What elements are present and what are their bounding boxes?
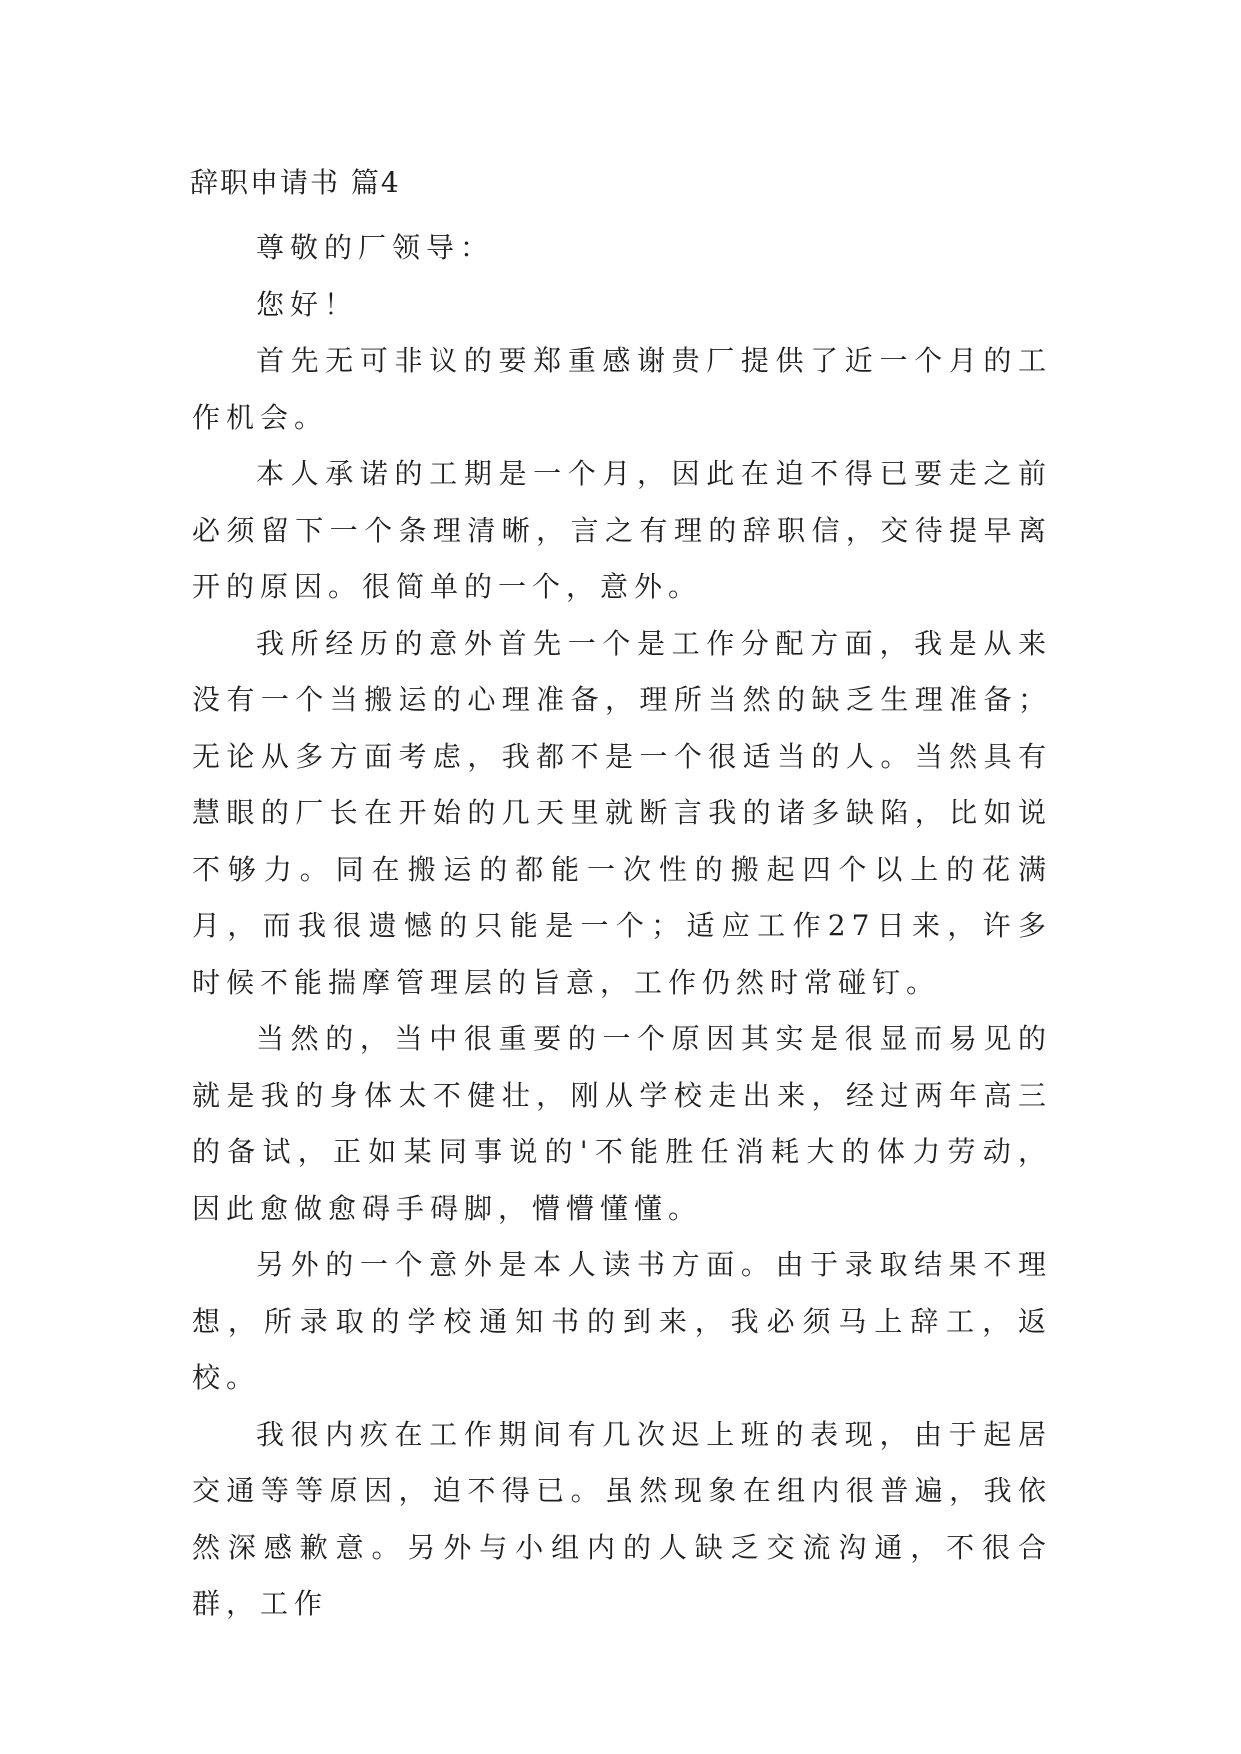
greeting: 您好！ [256, 287, 359, 321]
paragraph: 我很内疚在工作期间有几次迟上班的表现，由于起居交通等等原因，迫不得已。虽然现象在组内很普遍，我依然深感歉意。另外与小组内的人缺乏交流沟通，不很合群，工作 [192, 1417, 1052, 1620]
paragraph: 首先无可非议的要郑重感谢贵厂提供了近一个月的工作机会。 [192, 344, 1052, 434]
paragraph: 我所经历的意外首先一个是工作分配方面，我是从来没有一个当搬运的心理准备，理所当然的缺乏生理准备；无论从多方面考虑，我都不是一个很适当的人。当然具有慧眼的厂长在开始的几天里就断言我的诸多缺陷，比如说不够力。同在搬运的都能一次性的搬起四个以上的花满月，而我很遗憾的只能是一个；适应工作27日来，许多时候不能揣摩管理层的旨意，工作仍然时常碰钉。 [192, 626, 1052, 999]
paragraph: 本人承诺的工期是一个月，因此在迫不得已要走之前必须留下一个条理清晰，言之有理的辞职信，交待提早离开的原因。很简单的一个，意外。 [192, 457, 1052, 603]
document-title: 辞职申请书 篇4 [190, 166, 401, 199]
document-body [192, 220, 1052, 1633]
paragraph: 当然的，当中很重要的一个原因其实是很显而易见的就是我的身体太不健壮，刚从学校走出来，经过两年高三的备试，正如某同事说的'不能胜任消耗大的体力劳动，因此愈做愈碍手碍脚，懵懵懂懂。 [192, 1022, 1052, 1225]
paragraph: 另外的一个意外是本人读书方面。由于录取结果不理想，所录取的学校通知书的到来，我必须马上辞工，返校。 [192, 1248, 1052, 1394]
salutation: 尊敬的厂领导： [256, 231, 495, 264]
